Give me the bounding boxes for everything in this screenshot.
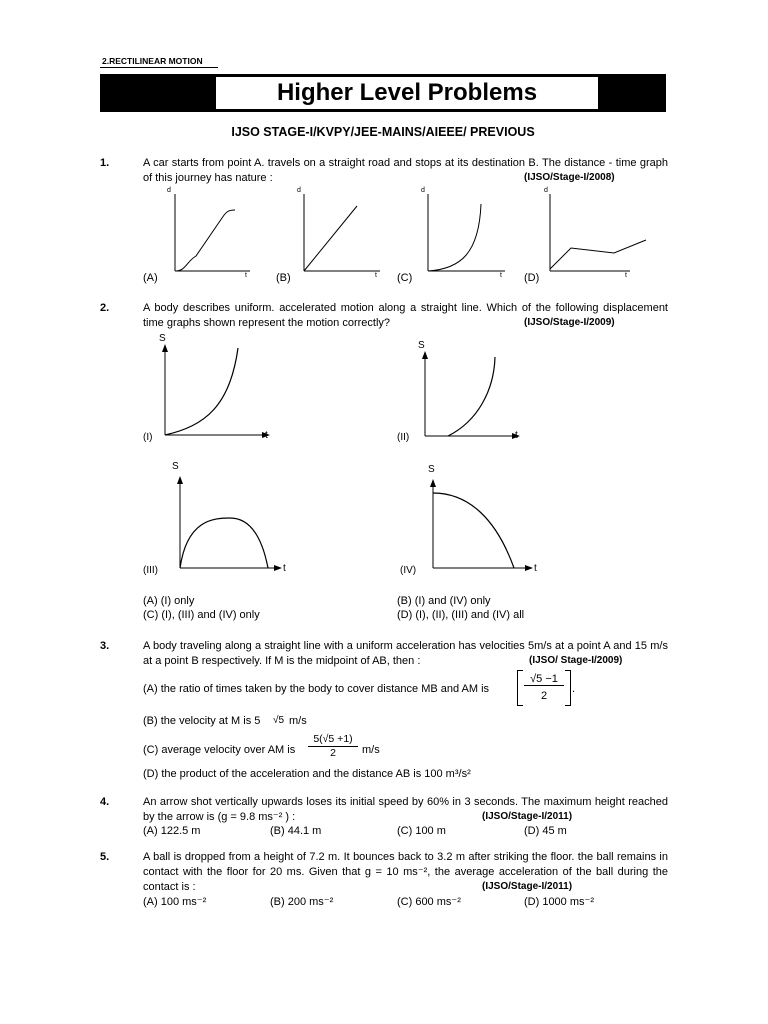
q3-number: 3. — [100, 640, 110, 652]
q2-graph-label-2: (II) — [397, 432, 410, 443]
q1-d-axis-y: d — [544, 187, 548, 194]
q3-option-a-period: . — [572, 683, 576, 695]
q2-g3-axis-y: S — [172, 461, 179, 472]
q4-option-d: (D) 45 m — [524, 825, 567, 837]
q3-source: (IJSO/ Stage-I/2009) — [529, 655, 623, 666]
q4-text: An arrow shot vertically upwards loses its initial speed by 60% in 3 seconds. The maximum height reached by the arrow is (g = 9.8 ms⁻² ) : — [143, 796, 668, 823]
q1-option-c: (C) — [397, 272, 413, 284]
q2-g4-axis-x: t — [534, 563, 537, 574]
q1-source: (IJSO/Stage-I/2008) — [524, 172, 615, 183]
q1-option-a: (A) — [143, 272, 158, 284]
q2-option-b: (B) (I) and (IV) only — [397, 595, 491, 607]
q2-source: (IJSO/Stage-I/2009) — [524, 317, 615, 328]
q5-text: A ball is dropped from a height of 7.2 m. It bounces back to 3.2 m after striking the floor. the ball remains in contact with the floor for 20 ms. Given that g = 10 ms⁻², the average acceleration of the ball during the contact is : — [143, 851, 668, 893]
q2-graph-1 — [150, 338, 280, 443]
chapter-label: 2.RECTILINEAR MOTION — [102, 56, 203, 66]
q2-number: 2. — [100, 302, 110, 314]
q2-option-a: (A) (I) only — [143, 595, 195, 607]
q3-option-a-numerator: √5 −1 — [524, 673, 564, 686]
q2-graph-3 — [165, 470, 295, 575]
q1-a-axis-y: d — [167, 187, 171, 194]
chapter-underline — [100, 67, 218, 68]
q1-b-axis-y: d — [297, 187, 301, 194]
q1-b-axis-x: t — [375, 272, 377, 279]
q1-option-d: (D) — [524, 272, 540, 284]
q1-number: 1. — [100, 157, 110, 169]
q1-graph-d — [528, 186, 653, 281]
q3-option-c-fraction — [308, 733, 358, 759]
q1-text: A car starts from point A. travels on a straight road and stops at its destination B. The distance - time graph of this journey has nature : — [143, 157, 668, 184]
q1-graph-a — [150, 186, 260, 281]
q2-g1-axis-x: t — [265, 430, 268, 441]
q3-option-c: (C) average velocity over AM is — [143, 744, 296, 756]
q2-option-c: (C) (I), (III) and (IV) only — [143, 609, 260, 621]
q2-graph-label-4: (IV) — [400, 565, 417, 576]
section-subheading: IJSO STAGE-I/KVPY/JEE-MAINS/AIEEE/ PREVIOUS — [231, 125, 535, 139]
q3-option-c-denominator: 2 — [330, 747, 336, 759]
q3-option-a-bracket — [517, 670, 571, 706]
q4-option-c: (C) 100 m — [397, 825, 446, 837]
q2-graph-label-3: (III) — [143, 565, 158, 576]
q3-text: A body traveling along a straight line with a uniform acceleration has velocities 5m/s at a point A and 15 m/s at a point B respectively. If M is the midpoint of AB, then : — [143, 640, 668, 667]
q2-g1-axis-y: S — [159, 333, 166, 344]
q4-option-a: (A) 122.5 m — [143, 825, 201, 837]
q5-number: 5. — [100, 851, 110, 863]
q2-graph-4 — [418, 473, 543, 575]
q5-option-c: (C) 600 ms⁻² — [397, 896, 461, 908]
q5-option-d: (D) 1000 ms⁻² — [524, 896, 594, 908]
q2-graph-label-1: (I) — [143, 432, 153, 443]
q3-option-c-numerator: 5(√5 +1) — [308, 733, 358, 747]
q1-c-axis-x: t — [500, 272, 502, 279]
q2-g4-axis-y: S — [428, 464, 435, 475]
q1-graph-b — [280, 186, 390, 281]
q3-option-a: (A) the ratio of times taken by the body to cover distance MB and AM is — [143, 683, 490, 695]
q4-source: (IJSO/Stage-I/2011) — [482, 811, 573, 822]
q5-option-b: (B) 200 ms⁻² — [270, 896, 334, 908]
q5-option-a: (A) 100 ms⁻² — [143, 896, 207, 908]
q2-g2-axis-y: S — [418, 340, 425, 351]
q3-option-b-root: √5 — [273, 715, 285, 726]
q3-option-c-unit: m/s — [362, 744, 380, 756]
banner-title: Higher Level Problems — [276, 79, 538, 106]
q5-source: (IJSO/Stage-I/2011) — [482, 881, 573, 892]
q3-option-b: (B) the velocity at M is 5 — [143, 715, 261, 727]
q1-graph-c — [405, 186, 515, 281]
q1-a-axis-x: t — [245, 272, 247, 279]
q2-g2-axis-x: t — [515, 430, 518, 441]
q4-number: 4. — [100, 796, 110, 808]
q3-option-b-unit: m/s — [289, 715, 307, 727]
q3-option-d: (D) the product of the acceleration and the distance AB is 100 m³/s² — [143, 768, 471, 780]
q4-option-b: (B) 44.1 m — [270, 825, 322, 837]
q2-text: A body describes uniform. accelerated motion along a straight line. Which of the following displacement time graphs shown represent the motion correctly? — [143, 302, 668, 329]
q1-d-axis-x: t — [625, 272, 627, 279]
q1-option-b: (B) — [276, 272, 291, 284]
q2-option-d: (D) (I), (II), (III) and (IV) all — [397, 609, 525, 621]
q3-option-a-denominator: 2 — [540, 690, 548, 702]
q1-c-axis-y: d — [421, 187, 425, 194]
q2-g3-axis-x: t — [283, 563, 286, 574]
